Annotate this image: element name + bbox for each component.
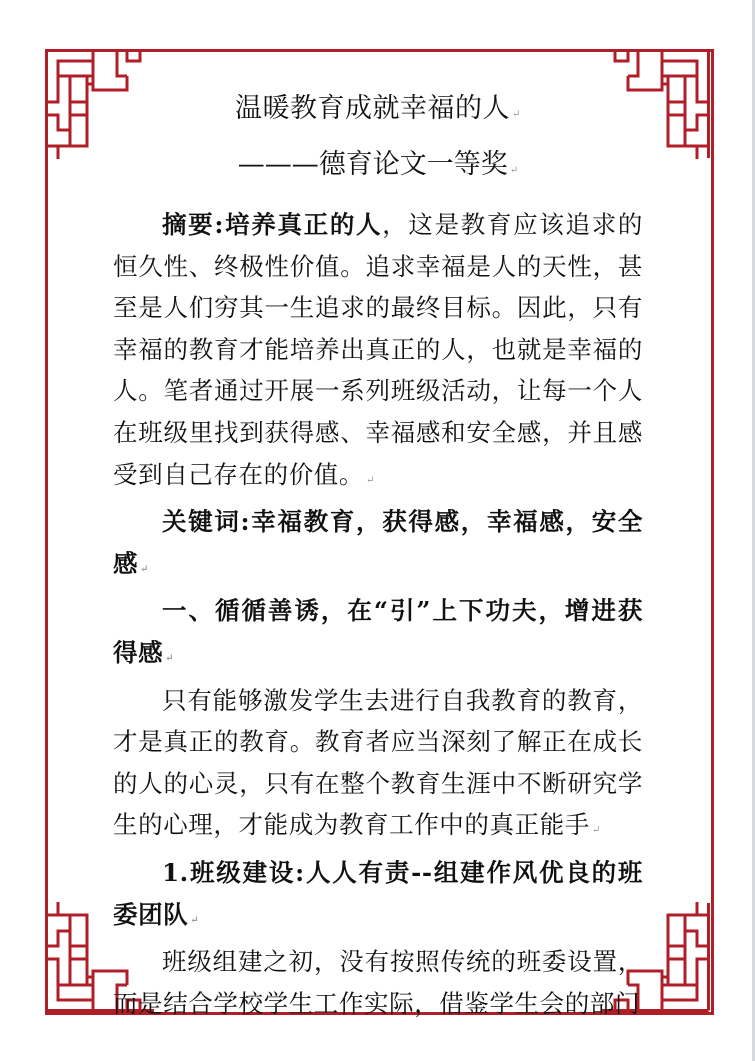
abstract-lead: 培养真正的人 (224, 210, 383, 239)
paragraph-mark-icon: ↵ (366, 474, 375, 486)
section-1-heading-text: 一、循循善诱，在“引”上下功夫，增进获得感 (113, 596, 643, 667)
document-subtitle (113, 142, 643, 194)
paragraph-mark-icon: ↵ (512, 109, 521, 120)
paragraph-mark-icon: ↵ (591, 825, 601, 837)
keywords-label: 关键词: (162, 507, 251, 537)
abstract-text: ，这是教育应该追求的恒久性、终极性价值。追求幸福是人的天性，甚至是人们穷其一生追求的最终目标。因此，只有幸福的教育才能培养出真正的人，也就是幸福的人。笔者通过开展一系列班级活动，让每一个人在班级里找到获得感、幸福感和安全感，并且感受到自己存在的价值。 (113, 210, 643, 489)
abstract-label: 摘要: (162, 210, 225, 239)
paragraph-mark-icon: ↵ (140, 563, 150, 575)
document-body (113, 86, 643, 1024)
document-title (113, 86, 643, 138)
subsection-1-heading-text: 1.班级建设:人人有责--组建作风优良的班委团队 (113, 857, 643, 929)
title-text: 温暖教育成就幸福的人 (235, 93, 511, 124)
keywords-paragraph (113, 501, 643, 590)
abstract-paragraph (113, 204, 643, 501)
section-1-body (113, 680, 643, 852)
paragraph-mark-icon: ↵ (190, 914, 200, 926)
section-1-body-text: 只有能够激发学生去进行自我教育的教育，才是真正的教育。教育者应当深刻了解正在成长的人的心灵，只有在整个教育生涯中不断研究学生的心理，才能成为教育工作中的真正能手 (113, 685, 643, 840)
subtitle-text: ———德育论文一等奖 (237, 149, 508, 180)
paragraph-mark-icon: ↵ (165, 652, 175, 664)
subsection-1-heading (113, 852, 643, 941)
paragraph-mark-icon: ↵ (509, 165, 519, 176)
keywords-text: 幸福教育，获得感，幸福感，安全感 (113, 507, 643, 578)
section-1-heading (113, 590, 643, 679)
subsection-1-body-text: 班级组建之初，没有按照传统的班委设置，而是结合学校学生工作实际，借鉴学生会的部门 (113, 947, 643, 1018)
subsection-1-body (113, 941, 643, 1024)
